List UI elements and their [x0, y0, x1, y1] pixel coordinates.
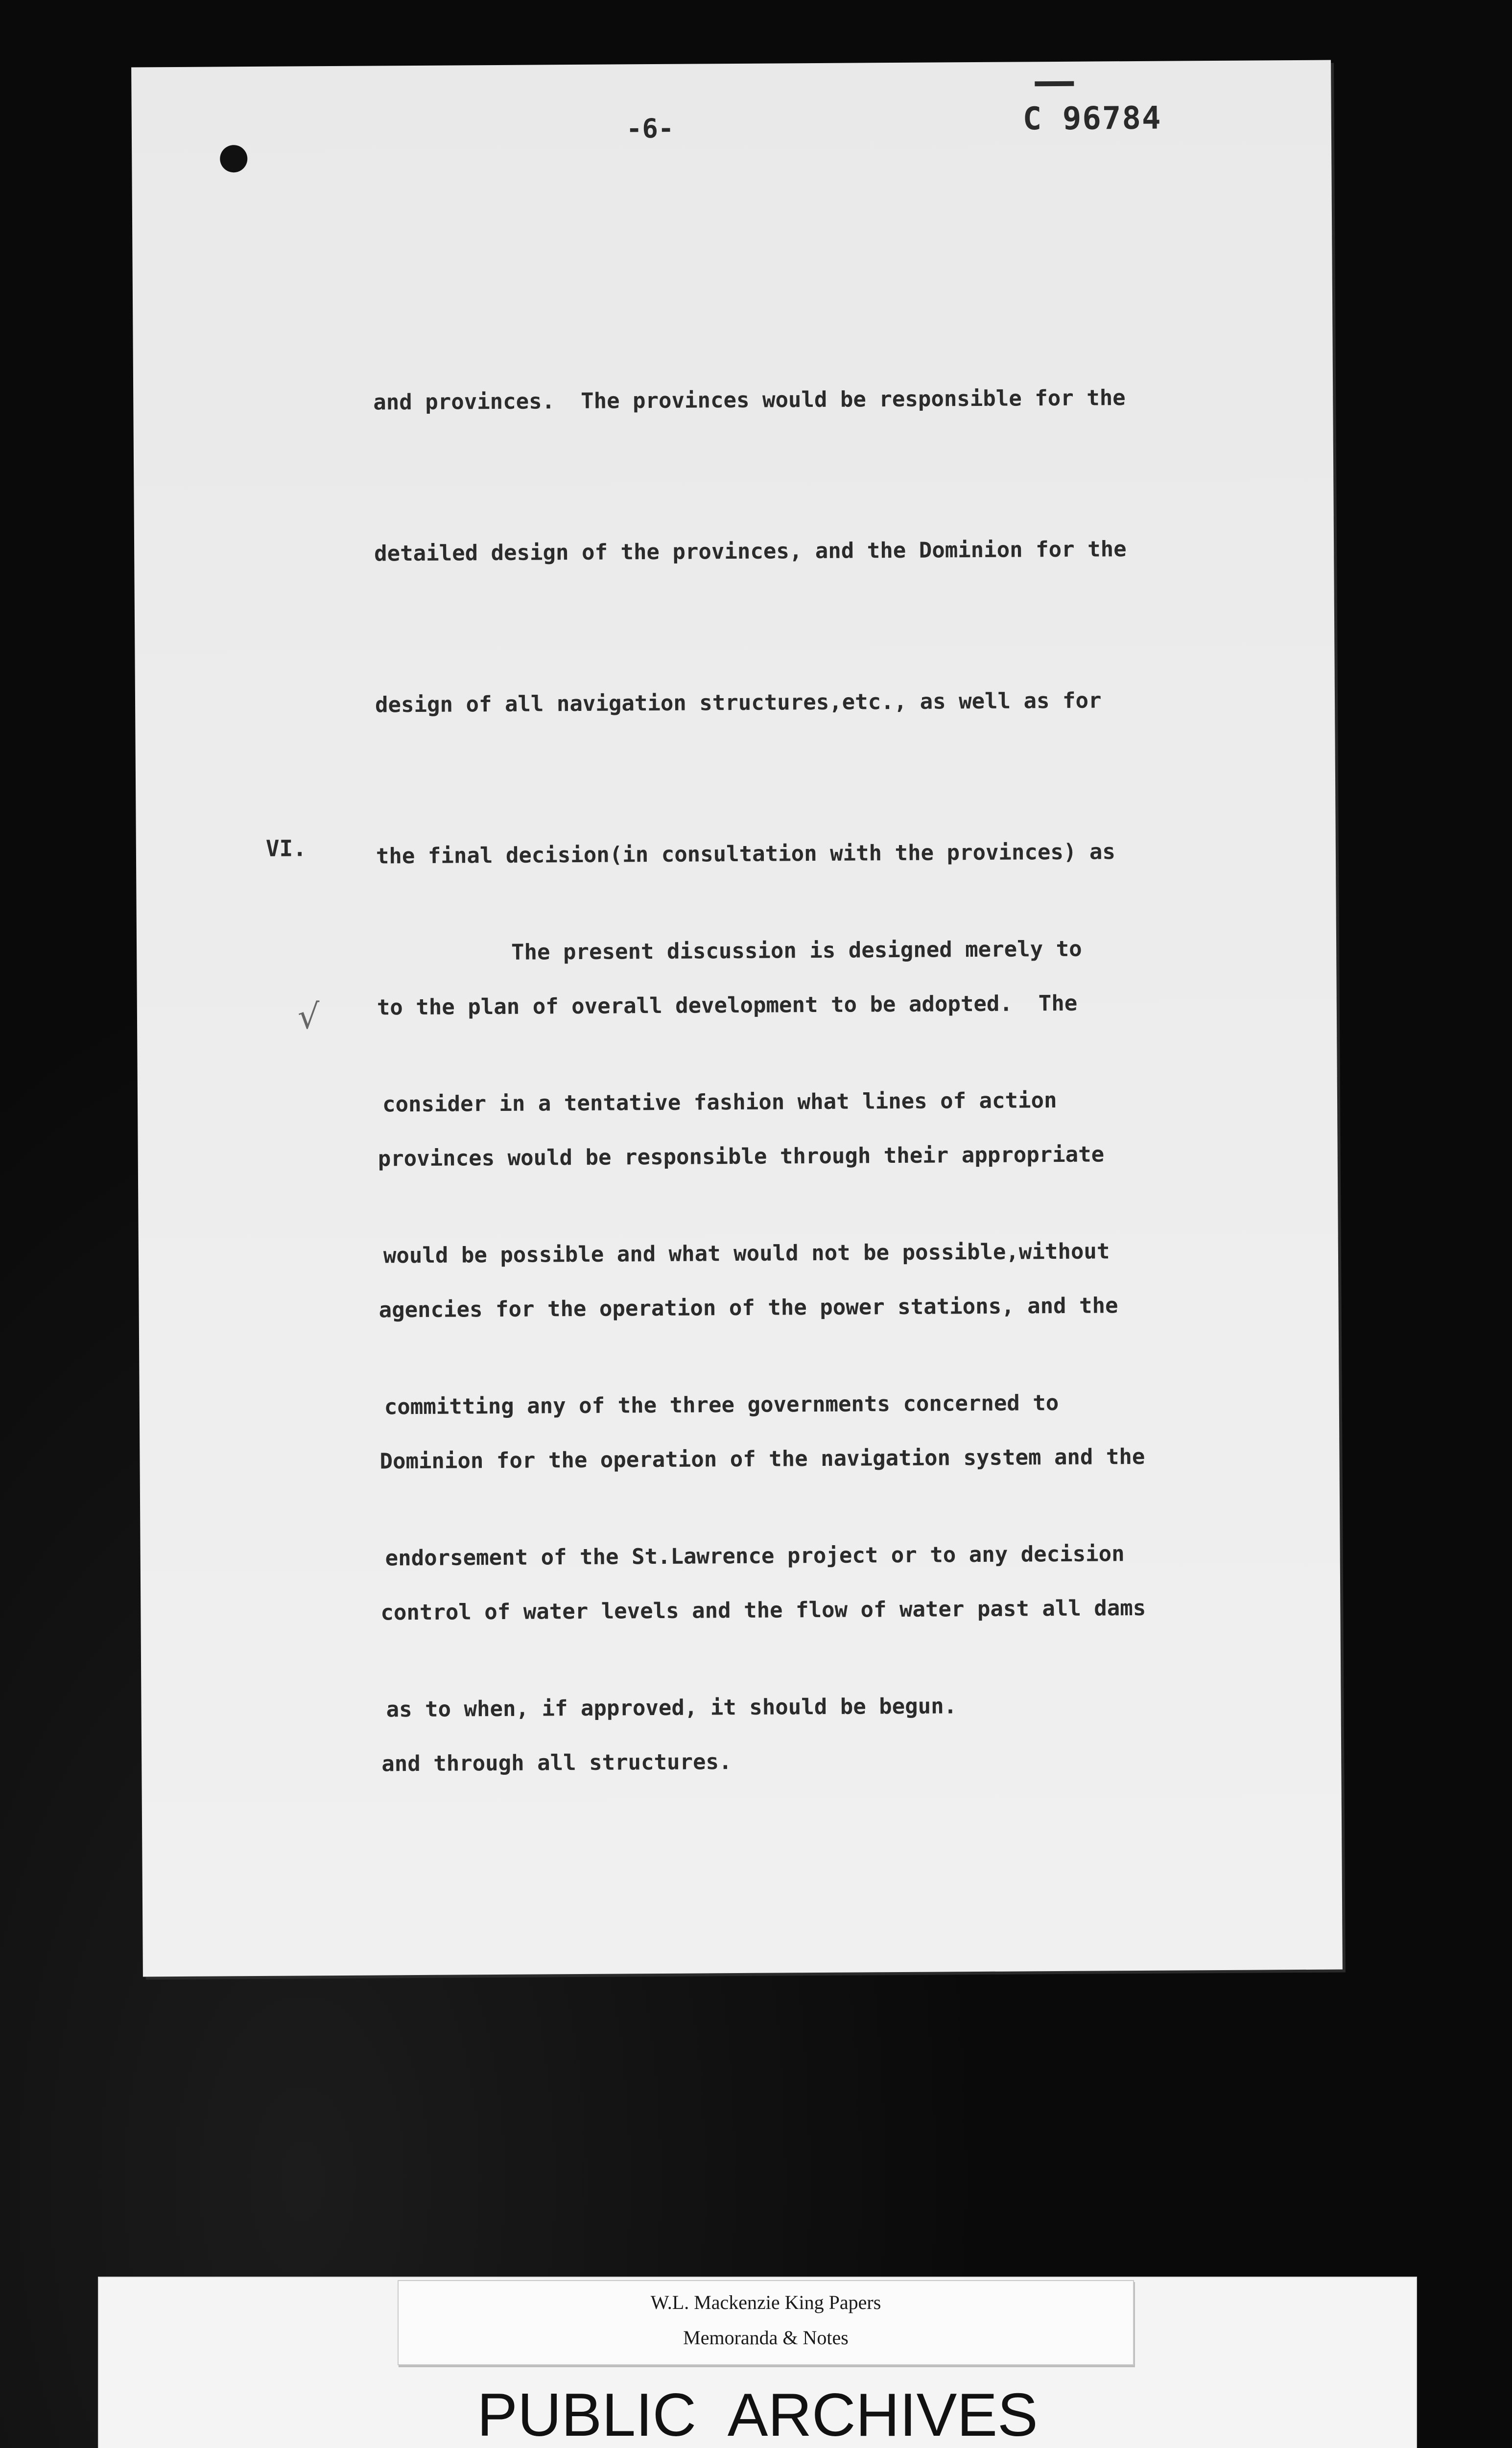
page-number: -6-: [626, 113, 674, 144]
pencil-tick-mark: √: [297, 996, 320, 1037]
doc-code-mark: [1035, 81, 1074, 86]
text-line: the final decision(in consultation with the provinces) as: [376, 839, 1116, 869]
text-line: as to when, if approved, it should be begun.: [386, 1694, 957, 1722]
text-line: and provinces. The provinces would be responsible for the: [373, 385, 1126, 415]
archive-name-english: PUBLIC ARCHIVES: [477, 2381, 1038, 2448]
section-number: VI.: [265, 835, 307, 862]
archive-label-card: [98, 2277, 1417, 2448]
collection-name: W.L. Mackenzie King Papers: [650, 2291, 881, 2313]
series-name: Memoranda & Notes: [683, 2327, 849, 2349]
text-line: consider in a tentative fashion what lines of action: [382, 1088, 1057, 1117]
punch-hole: [220, 145, 247, 172]
text-line: design of all navigation structures,etc., as well as for: [375, 688, 1102, 718]
text-line: endorsement of the St.Lawrence project or to any decision: [385, 1541, 1125, 1571]
text-line: The present discussion is designed merely to: [381, 936, 1082, 966]
document-page: [131, 60, 1343, 1977]
collection-tag: [398, 2280, 1134, 2365]
text-line: would be possible and what would not be possible,without: [383, 1239, 1110, 1269]
text-line: to the plan of overall development to be adopted. The: [377, 990, 1078, 1020]
text-line: control of water levels and the flow of water past all dams: [380, 1595, 1146, 1625]
text-line: agencies for the operation of the power stations, and the: [378, 1293, 1118, 1323]
paragraph-section-vi: [381, 823, 1127, 1836]
text-line: Dominion for the operation of the navigation system and the: [379, 1444, 1145, 1474]
text-line: provinces would be responsible through their appropriate: [378, 1142, 1105, 1172]
text-line: and through all structures.: [381, 1749, 732, 1777]
text-line: committing any of the three governments concerned to: [384, 1390, 1059, 1420]
text-line: detailed design of the provinces, and the Dominion for the: [374, 537, 1127, 566]
document-code: C 96784: [1022, 100, 1162, 138]
